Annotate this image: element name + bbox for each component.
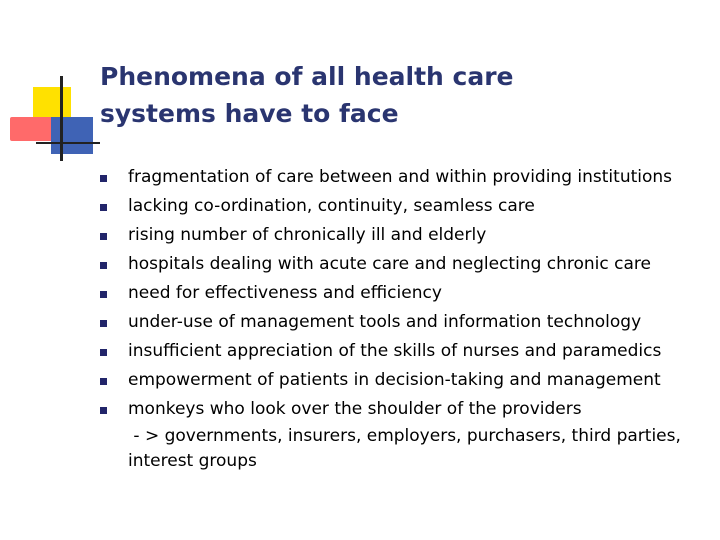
bullet-text: monkeys who look over the shoulder of the providers (128, 399, 582, 419)
logo-horizontal-line (36, 142, 100, 144)
bullet-item (100, 250, 710, 279)
bullet-item (100, 221, 710, 250)
bullet-item (100, 395, 710, 424)
continuation-line-1: - > governments, insurers, employers, purchasers, third parties, (128, 426, 681, 446)
square-bullet-icon (100, 175, 107, 182)
bullet-item (100, 192, 710, 221)
logo-blue-square (51, 117, 93, 154)
square-bullet-icon (100, 320, 107, 327)
bullet-text: empowerment of patients in decision-taking and management (128, 370, 661, 390)
slide-title-line-1: Phenomena of all health care (100, 62, 514, 91)
bullet-list (100, 163, 710, 424)
bullet-text: insufficient appreciation of the skills of nurses and paramedics (128, 341, 662, 361)
slide-title (100, 58, 660, 132)
slide-title-line-2: systems have to face (100, 99, 399, 128)
bullet-text: under-use of management tools and information technology (128, 312, 642, 332)
square-bullet-icon (100, 262, 107, 269)
square-bullet-icon (100, 407, 107, 414)
square-bullet-icon (100, 204, 107, 211)
bullet-item (100, 366, 710, 395)
square-bullet-icon (100, 291, 107, 298)
bullet-text: need for effectiveness and efficiency (128, 283, 442, 303)
logo-red-square (10, 117, 53, 141)
bullet-continuation (128, 424, 708, 474)
logo-vertical-line (60, 76, 63, 161)
continuation-line-2: interest groups (128, 451, 257, 471)
square-bullet-icon (100, 349, 107, 356)
square-bullet-icon (100, 233, 107, 240)
bullet-item (100, 163, 710, 192)
bullet-text: rising number of chronically ill and elderly (128, 225, 487, 245)
bullet-text: hospitals dealing with acute care and neglecting chronic care (128, 254, 651, 274)
slide-logo (0, 0, 100, 170)
bullet-text: fragmentation of care between and within providing institutions (128, 167, 673, 187)
bullet-item (100, 308, 710, 337)
bullet-item (100, 337, 710, 366)
square-bullet-icon (100, 378, 107, 385)
bullet-item (100, 279, 710, 308)
bullet-text: lacking co-ordination, continuity, seamless care (128, 196, 535, 216)
